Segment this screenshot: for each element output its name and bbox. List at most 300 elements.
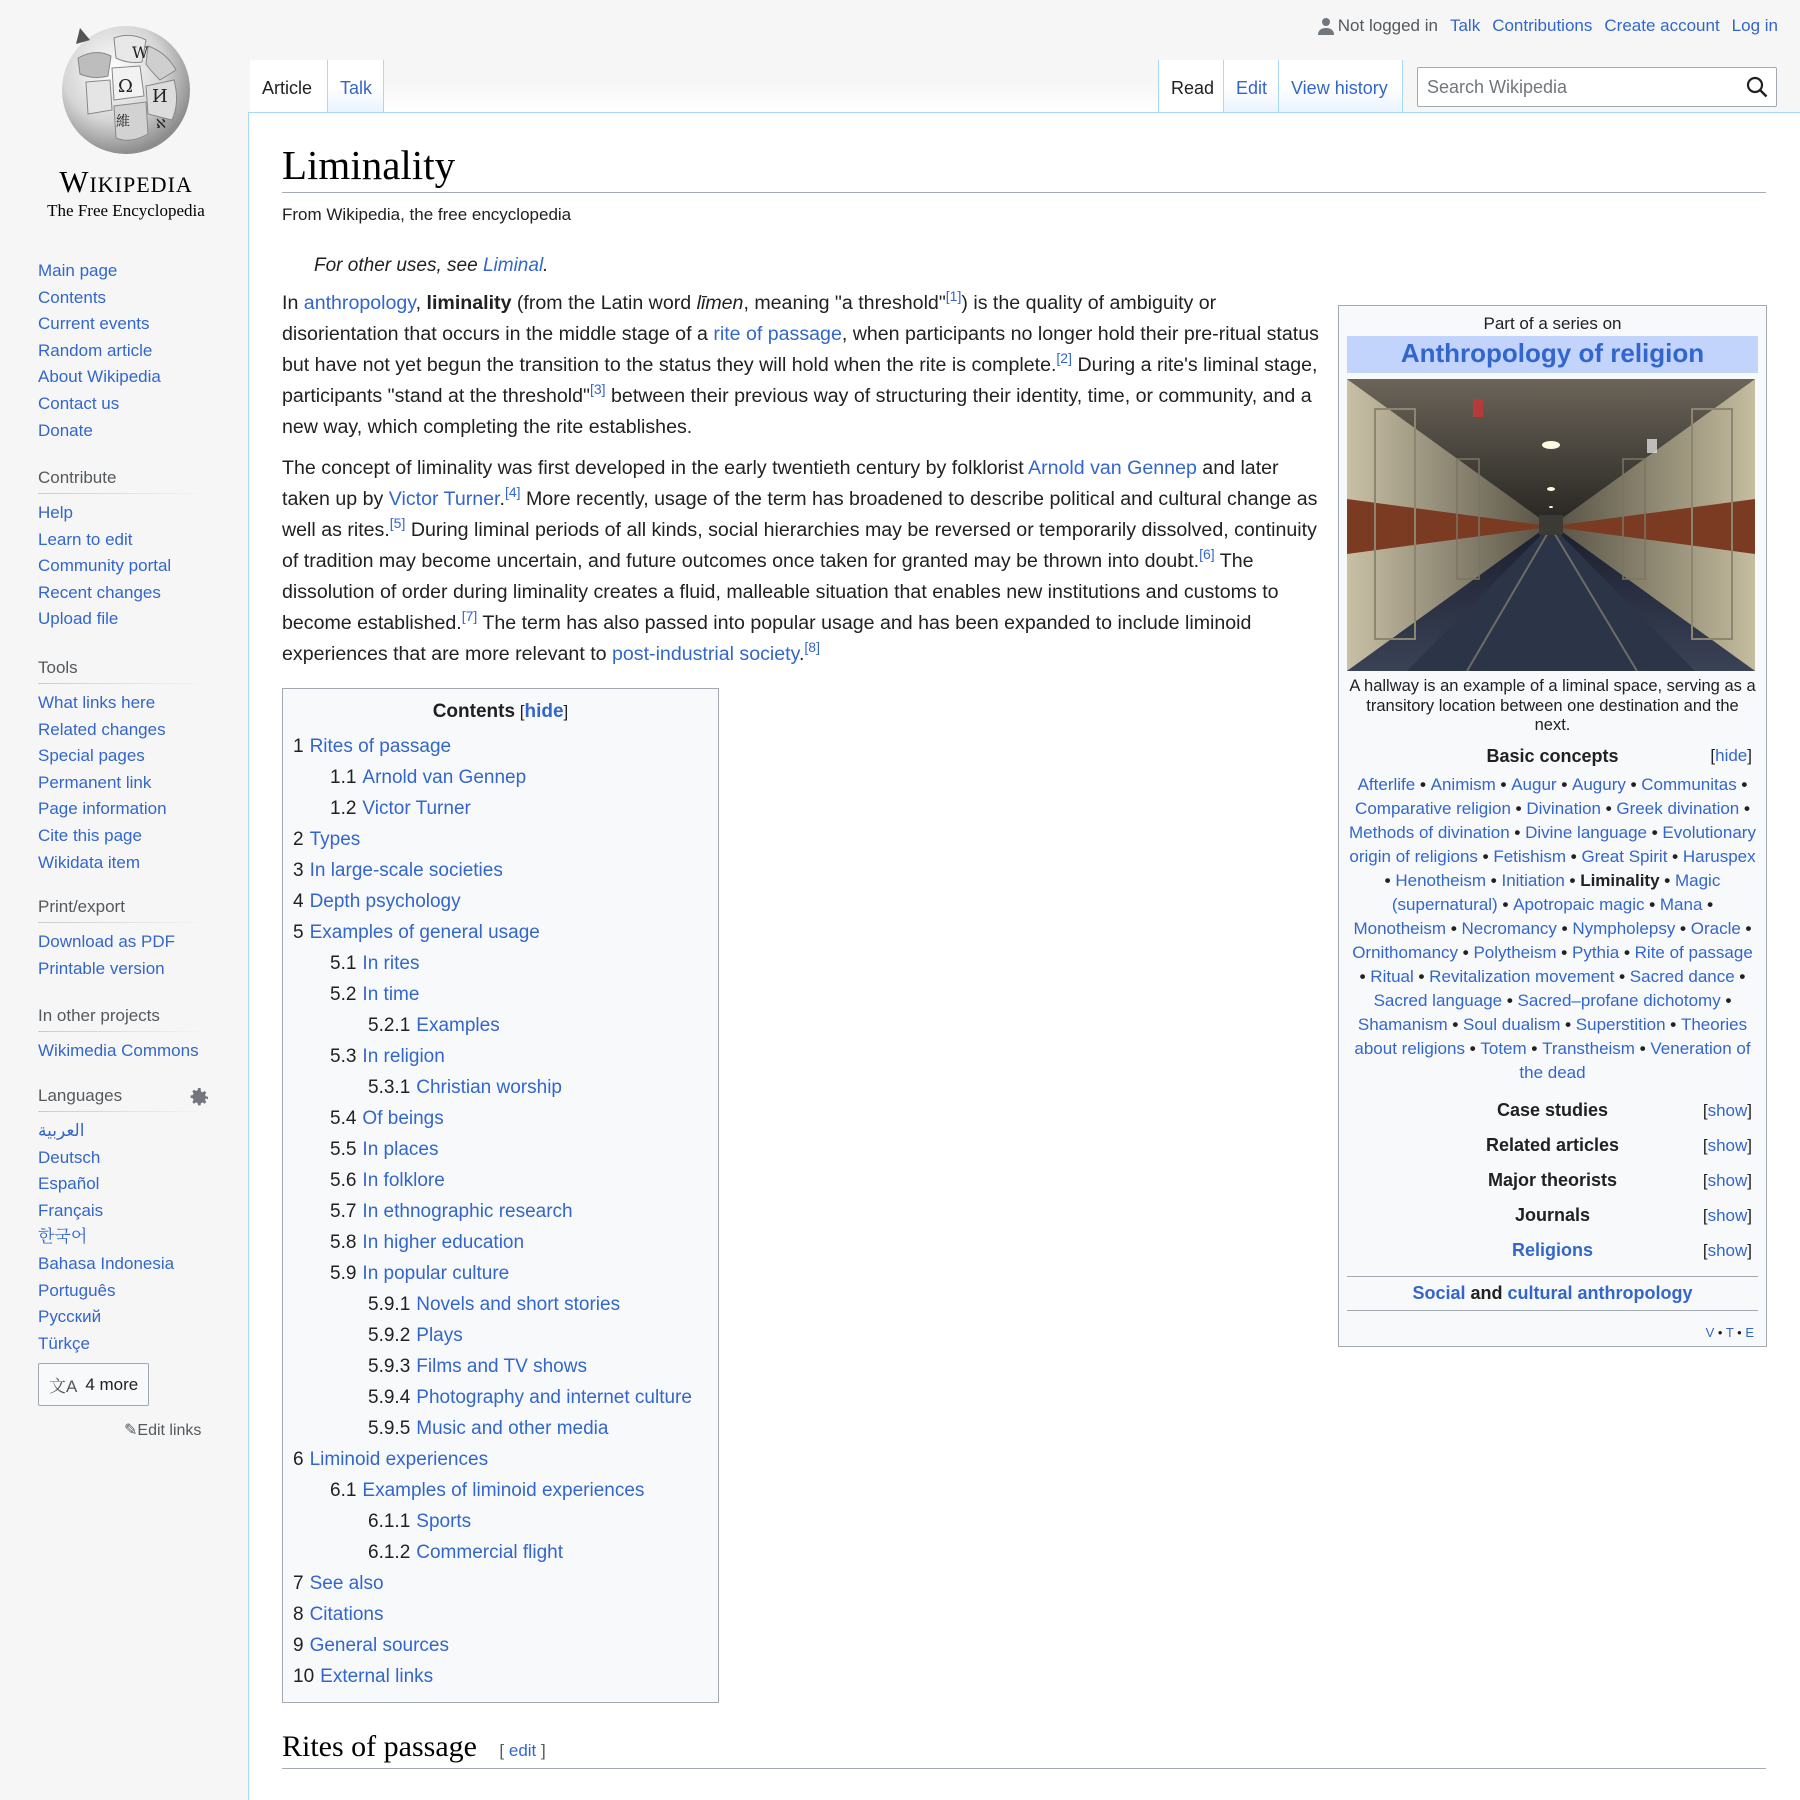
- tab-read[interactable]: Read: [1158, 60, 1224, 113]
- concept-link[interactable]: Pythia: [1571, 942, 1620, 962]
- reference-4[interactable]: [4]: [504, 484, 521, 500]
- toc-link[interactable]: [293, 829, 360, 850]
- footer-and: and: [1465, 1282, 1508, 1303]
- toggle-word: show: [1707, 1205, 1748, 1225]
- toc-number: 6.1.2: [368, 1542, 411, 1563]
- toc-text: Rites of passage: [309, 736, 452, 757]
- image-caption: A hallway is an example of a liminal space, serving as a transitory location between one destination and the next.: [1349, 677, 1756, 734]
- concept-link[interactable]: Fetishism: [1493, 846, 1567, 866]
- toc-text: In rites: [362, 953, 420, 974]
- toc-number: 6.1.1: [368, 1511, 411, 1532]
- sidebar-item-main-page[interactable]: Main page: [38, 261, 118, 280]
- sidebar-item-contents[interactable]: Contents: [38, 287, 107, 307]
- concept-link[interactable]: Necromancy: [1461, 918, 1557, 938]
- print-export-menu: [38, 897, 210, 982]
- collapsed-section-title[interactable]: Religions: [1511, 1239, 1593, 1260]
- toc-link[interactable]: [330, 767, 526, 788]
- personal-tools: [1318, 16, 1778, 36]
- toc-text: Liminoid experiences: [309, 1449, 489, 1470]
- separator-dot: •: [1509, 822, 1526, 842]
- toc-link[interactable]: [293, 1604, 384, 1625]
- text: and later taken up by: [282, 457, 1279, 510]
- toc-item: [293, 1382, 708, 1413]
- toc-text: Examples: [416, 1015, 500, 1036]
- toc-link[interactable]: [368, 1325, 463, 1346]
- gear-icon[interactable]: [190, 1088, 210, 1108]
- concept-link[interactable]: Augur: [1511, 774, 1557, 794]
- edit-template-link[interactable]: E: [1745, 1324, 1754, 1340]
- toc-link[interactable]: [293, 922, 540, 943]
- show-toggle[interactable]: [1703, 1233, 1752, 1268]
- toc-list: [293, 731, 708, 1692]
- concept-link[interactable]: Totem: [1480, 1038, 1527, 1058]
- text: The concept of liminality was first developed in the early twentieth century by folklorist: [282, 457, 1029, 479]
- svg-text:維: 維: [116, 114, 130, 130]
- more-languages-label: 4 more: [85, 1374, 139, 1394]
- concept-link[interactable]: Oracle: [1690, 918, 1741, 938]
- talk-template-link[interactable]: T: [1725, 1324, 1734, 1340]
- sidebar-item-printable-version[interactable]: Printable version: [38, 958, 165, 978]
- show-toggle[interactable]: [1703, 1128, 1752, 1163]
- language-link-russian[interactable]: Русский: [38, 1307, 102, 1327]
- edit-links-link[interactable]: [124, 1420, 201, 1440]
- toc-number: 5.2.1: [368, 1015, 411, 1036]
- toc-number: 5.8: [330, 1232, 357, 1253]
- more-languages-button[interactable]: [38, 1363, 149, 1406]
- toc-text: See also: [309, 1573, 384, 1594]
- intro-paragraph-1: [282, 288, 1322, 443]
- separator-dot: •: [1446, 918, 1462, 938]
- text: The term has also passed into popular usage and has been expanded to include liminoid experiences that are more relevant to: [282, 612, 1252, 665]
- toc-item: [293, 1320, 708, 1351]
- toc-link[interactable]: [368, 1015, 500, 1036]
- toc-text: In folklore: [362, 1170, 445, 1191]
- concept-link[interactable]: Afterlife: [1357, 774, 1416, 794]
- sidebar-item-contact[interactable]: Contact us: [38, 393, 120, 413]
- concept-link[interactable]: Ornithomancy: [1352, 942, 1459, 962]
- concept-link[interactable]: Comparative religion: [1355, 798, 1511, 818]
- sidebar-item-wikimedia-commons[interactable]: Wikimedia Commons: [38, 1041, 199, 1060]
- toc-link[interactable]: [330, 1046, 445, 1067]
- toc-link[interactable]: [368, 1294, 620, 1315]
- bracket: [: [1702, 1205, 1708, 1225]
- svg-text:ℵ: ℵ: [156, 117, 166, 132]
- toc-text: In popular culture: [362, 1263, 510, 1284]
- section-edit: [499, 1741, 545, 1760]
- toc-link[interactable]: [330, 1139, 438, 1160]
- sidebar-item-random-article[interactable]: Random article: [38, 340, 153, 360]
- toc-text: Citations: [309, 1604, 384, 1625]
- toc-link[interactable]: [330, 1480, 644, 1501]
- toc-number: 10: [293, 1666, 315, 1687]
- tab-edit[interactable]: Edit: [1224, 60, 1279, 113]
- toc-hide-toggle[interactable]: hide: [524, 701, 564, 722]
- sidebar-item-learn-to-edit[interactable]: Learn to edit: [38, 529, 133, 549]
- concept-link[interactable]: Animism: [1430, 774, 1496, 794]
- concept-link[interactable]: Revitalization movement: [1429, 966, 1615, 986]
- toc-number: 2: [293, 829, 304, 850]
- toc-item: [293, 1599, 708, 1630]
- sidebar-item-community-portal[interactable]: Community portal: [38, 556, 172, 576]
- toc-item: [293, 979, 708, 1010]
- wikipedia-logo[interactable]: [28, 18, 224, 218]
- link-rite-of-passage[interactable]: rite of passage: [713, 323, 842, 345]
- link-anthropology[interactable]: anthropology: [303, 292, 416, 314]
- separator-dot: •: [1560, 1014, 1576, 1034]
- concept-link[interactable]: Rite of passage: [1634, 942, 1753, 962]
- sidebar-item-help[interactable]: Help: [38, 503, 73, 522]
- log-in-link[interactable]: Log in: [1731, 16, 1778, 35]
- link-post-industrial-society[interactable]: post-industrial society: [612, 643, 799, 665]
- toggle-text: [1703, 1101, 1752, 1120]
- text: During liminal periods of all kinds, social hierarchies may be reversed or temporarily dissolved, continuity of tradition may become uncertain, and future outcomes once taken for granted may be thrown into doubt.: [282, 519, 1317, 572]
- toc-number: 7: [293, 1573, 304, 1594]
- separator-dot: •: [1510, 798, 1527, 818]
- svg-text:Ω: Ω: [118, 76, 133, 97]
- toc-text: Examples of liminoid experiences: [362, 1480, 645, 1501]
- concept-link[interactable]: Divine language: [1525, 822, 1647, 842]
- basic-concepts-hide-toggle[interactable]: [1710, 746, 1752, 766]
- tab-bar-filler: [384, 60, 1158, 113]
- toc-item: [293, 1258, 708, 1289]
- text: ,: [415, 292, 427, 314]
- show-toggle[interactable]: [1703, 1163, 1752, 1198]
- language-link-korean[interactable]: 한국어: [38, 1227, 88, 1247]
- show-toggle[interactable]: [1703, 1198, 1752, 1233]
- concept-link[interactable]: Ritual: [1370, 966, 1414, 986]
- bracket: ]: [536, 1741, 546, 1760]
- bracket: [: [1702, 1100, 1708, 1120]
- show-toggle[interactable]: [1703, 1093, 1752, 1128]
- basic-concepts-heading: Basic concepts: [1486, 745, 1619, 766]
- concept-link[interactable]: Apotropaic magic: [1513, 894, 1645, 914]
- toc-item: [293, 1103, 708, 1134]
- concept-link[interactable]: Magic (supernatural): [1391, 870, 1721, 914]
- latin-word: līmen: [696, 292, 744, 314]
- series-pretitle: Part of a series on: [1483, 314, 1622, 333]
- sidebar-item-cite-this-page[interactable]: Cite this page: [38, 825, 142, 845]
- text: The dissolution of order during liminality creates a fluid, malleable situation that enables new institutions and customs to become established.: [282, 550, 1279, 634]
- concept-link[interactable]: Sacred language: [1373, 990, 1503, 1010]
- bracket: [: [1710, 745, 1716, 765]
- toc-text: Examples of general usage: [309, 922, 540, 943]
- bracket: ]: [1747, 1240, 1752, 1260]
- separator-dot: •: [1566, 846, 1582, 866]
- separator-dot: •: [1619, 942, 1635, 962]
- sidebar-item-upload-file[interactable]: Upload file: [38, 609, 119, 629]
- toc-number: 1: [293, 736, 304, 757]
- svg-text:W: W: [132, 43, 149, 62]
- dot: •: [1733, 1324, 1746, 1340]
- toc-number: 5: [293, 922, 304, 943]
- bracket: [: [1702, 1240, 1708, 1260]
- toc-item: [293, 1072, 708, 1103]
- toc-text: Films and TV shows: [416, 1356, 587, 1377]
- toc-link[interactable]: [293, 1449, 488, 1470]
- tools-menu: [38, 658, 210, 876]
- contribute-heading: Contribute: [38, 468, 210, 494]
- separator-dot: •: [1486, 870, 1502, 890]
- toc-link[interactable]: [293, 736, 451, 757]
- section-edit-link[interactable]: edit: [508, 1741, 537, 1760]
- language-link-german[interactable]: Deutsch: [38, 1147, 101, 1167]
- language-link-french[interactable]: Français: [38, 1200, 104, 1220]
- concept-link[interactable]: Nympholepsy: [1572, 918, 1676, 938]
- toggle-text: [1703, 1136, 1752, 1155]
- toggle-text: [1703, 1206, 1752, 1225]
- concept-link[interactable]: Sacred dance: [1629, 966, 1735, 986]
- concept-link[interactable]: Transtheism: [1542, 1038, 1635, 1058]
- not-logged-in: [1318, 16, 1438, 36]
- separator-dot: •: [1359, 966, 1371, 986]
- concept-link[interactable]: Communitas: [1641, 774, 1737, 794]
- toc-link[interactable]: [368, 1077, 562, 1098]
- toc-item: [293, 1134, 708, 1165]
- tab-view-history[interactable]: View history: [1279, 60, 1403, 113]
- edit-links-label: Edit links: [137, 1422, 202, 1439]
- toc-item: [293, 948, 708, 979]
- toc-link[interactable]: [330, 798, 471, 819]
- series-sidebar: [1338, 305, 1767, 1347]
- other-projects-menu: [38, 1006, 210, 1065]
- concept-link[interactable]: Augury: [1572, 774, 1626, 794]
- concept-link[interactable]: Theories about religions: [1354, 1014, 1748, 1058]
- separator-dot: •: [1665, 1014, 1681, 1034]
- concept-link[interactable]: Shamanism: [1357, 1014, 1448, 1034]
- toc-number: 5.1: [330, 953, 357, 974]
- user-talk-link[interactable]: Talk: [1449, 16, 1481, 35]
- sidebar-item-page-information[interactable]: Page information: [38, 799, 167, 819]
- social-link[interactable]: Social: [1412, 1282, 1466, 1303]
- toc-link[interactable]: [330, 1108, 444, 1129]
- concept-link[interactable]: Divination: [1526, 798, 1602, 818]
- text: .: [798, 643, 805, 665]
- toc-link[interactable]: [368, 1387, 692, 1408]
- sidebar-item-permanent-link[interactable]: Permanent link: [38, 772, 152, 792]
- series-title-link[interactable]: Anthropology of religion: [1347, 336, 1758, 373]
- toc-text: General sources: [309, 1635, 449, 1656]
- toc-item: [293, 1227, 708, 1258]
- separator-dot: •: [1413, 966, 1430, 986]
- toc-item: [293, 1630, 708, 1661]
- concept-link[interactable]: Soul dualism: [1463, 1014, 1561, 1034]
- concept-link[interactable]: Veneration of the dead: [1519, 1038, 1751, 1082]
- concept-link[interactable]: Initiation: [1501, 870, 1565, 890]
- toc-number: 5.9: [330, 1263, 357, 1284]
- reference-6[interactable]: [6]: [1199, 546, 1215, 562]
- concept-link[interactable]: Sacred–profane dichotomy: [1517, 990, 1721, 1010]
- toc-number: 5.9.4: [368, 1387, 411, 1408]
- language-link-spanish[interactable]: Español: [38, 1174, 100, 1194]
- toc-link[interactable]: [293, 1666, 433, 1687]
- reference-8[interactable]: [8]: [804, 639, 820, 655]
- toc-link[interactable]: [368, 1356, 587, 1377]
- toc-text: In higher education: [362, 1232, 525, 1253]
- sidebar: [0, 0, 248, 1800]
- toc-item: [293, 1165, 708, 1196]
- separator-dot: •: [1634, 1038, 1651, 1058]
- toc-item: [293, 1537, 708, 1568]
- sidebar-item-current-events[interactable]: Current events: [38, 314, 150, 334]
- sidebar-item-what-links-here[interactable]: What links here: [38, 693, 156, 712]
- toc-link[interactable]: [330, 1232, 524, 1253]
- collapsed-section: [1347, 1233, 1758, 1268]
- toc-number: 5.2: [330, 984, 357, 1005]
- tab-article[interactable]: Article: [250, 60, 328, 113]
- dot: •: [1714, 1324, 1726, 1340]
- toc-link[interactable]: [368, 1511, 471, 1532]
- tools-heading: Tools: [38, 658, 210, 684]
- link-arnold-van-gennep[interactable]: Arnold van Gennep: [1028, 457, 1197, 479]
- toc-item: [293, 1413, 708, 1444]
- toc-link[interactable]: [330, 1263, 509, 1284]
- toc-text: In religion: [362, 1046, 445, 1067]
- toc-number: 5.9.1: [368, 1294, 411, 1315]
- toc-item: [293, 1010, 708, 1041]
- text: More recently, usage of the term has broadened to describe political and cultural change as well as rites.: [282, 488, 1318, 541]
- tab-talk[interactable]: Talk: [328, 60, 384, 113]
- language-link-arabic[interactable]: العربية: [38, 1121, 85, 1140]
- toc-link[interactable]: [293, 1635, 449, 1656]
- separator-dot: •: [1659, 870, 1675, 890]
- separator-dot: •: [1702, 894, 1714, 914]
- cultural-anthropology-link[interactable]: cultural anthropology: [1507, 1282, 1693, 1303]
- toc-item: [293, 917, 708, 948]
- concept-link[interactable]: Great Spirit: [1581, 846, 1668, 866]
- bracket: ]: [1747, 1170, 1752, 1190]
- toc-item: [293, 1568, 708, 1599]
- toc-link[interactable]: [293, 1573, 384, 1594]
- sidebar-item-donate[interactable]: Donate: [38, 420, 93, 440]
- toggle-word: show: [1707, 1240, 1748, 1260]
- toc-text: Novels and short stories: [416, 1294, 621, 1315]
- hatnote-text: For other uses, see: [314, 255, 483, 276]
- toc-number: 8: [293, 1604, 304, 1625]
- wordmark: Wikipedia: [59, 164, 193, 199]
- translate-icon: 文A: [49, 1377, 78, 1397]
- separator-dot: •: [1526, 1038, 1543, 1058]
- toc-link[interactable]: [368, 1418, 608, 1439]
- concept-link[interactable]: Evolutionary origin of religions: [1349, 822, 1756, 866]
- bold-term: liminality: [426, 292, 512, 314]
- toggle-word: show: [1707, 1135, 1748, 1155]
- bracket: ]: [1747, 745, 1752, 765]
- separator-dot: •: [1736, 774, 1748, 794]
- svg-text:И: И: [152, 86, 168, 107]
- search-box: [1417, 67, 1777, 107]
- concept-link[interactable]: Polytheism: [1473, 942, 1557, 962]
- languages-heading: [38, 1086, 210, 1112]
- view-template-link[interactable]: V: [1705, 1324, 1715, 1340]
- toc-link[interactable]: [330, 984, 419, 1005]
- bracket: [: [1702, 1135, 1708, 1155]
- toc-link[interactable]: [330, 1201, 573, 1222]
- text: between their previous way of structuring their identity, time, or community, and a new way, which completing the rite establishes.: [282, 385, 1312, 438]
- concept-link[interactable]: Methods of divination: [1349, 822, 1510, 842]
- language-link-indonesian[interactable]: Bahasa Indonesia: [38, 1253, 175, 1273]
- separator-dot: •: [1556, 942, 1572, 962]
- collapsed-section-title: Major theorists: [1487, 1169, 1618, 1190]
- toc-number: 5.7: [330, 1201, 357, 1222]
- toc-number: 5.3: [330, 1046, 357, 1067]
- reference-5[interactable]: [5]: [389, 515, 406, 531]
- reference-1[interactable]: [1]: [945, 288, 962, 304]
- toc-text: Plays: [416, 1325, 463, 1346]
- concept-link[interactable]: Mana: [1659, 894, 1703, 914]
- reference-3[interactable]: [3]: [590, 381, 606, 397]
- toc-link[interactable]: [368, 1542, 563, 1563]
- toc-link[interactable]: [293, 860, 503, 881]
- search-input[interactable]: [1418, 68, 1728, 106]
- section-heading-text: Rites of passage: [282, 1730, 477, 1763]
- sidebar-item-related-changes[interactable]: Related changes: [38, 719, 166, 739]
- separator-dot: •: [1458, 942, 1474, 962]
- toc-item: [293, 1351, 708, 1382]
- toc-text: Sports: [416, 1511, 472, 1532]
- sidebar-item-special-pages[interactable]: Special pages: [38, 746, 145, 766]
- toc-text: Commercial flight: [416, 1542, 564, 1563]
- toc-item: [293, 1661, 708, 1692]
- reference-2[interactable]: [2]: [1056, 350, 1072, 366]
- concept-link[interactable]: Superstition: [1575, 1014, 1666, 1034]
- text: ) is the quality of ambiguity or disorientation that occurs in the middle stage of a: [282, 292, 1217, 345]
- concept-link[interactable]: Haruspex: [1682, 846, 1756, 866]
- hatnote-link[interactable]: Liminal: [482, 255, 544, 276]
- collapsed-section: [1347, 1198, 1758, 1233]
- language-link-turkish[interactable]: Türkçe: [38, 1333, 90, 1353]
- concept-link[interactable]: Henotheism: [1395, 870, 1487, 890]
- collapsed-section-title: Case studies: [1496, 1099, 1609, 1120]
- sidebar-item-wikidata-item[interactable]: Wikidata item: [38, 852, 141, 872]
- separator-dot: •: [1564, 870, 1581, 890]
- toc-item: [293, 793, 708, 824]
- vte-links: [1347, 1325, 1758, 1340]
- language-link-portuguese[interactable]: Português: [38, 1280, 116, 1300]
- toc-title: [293, 701, 708, 723]
- toggle-text: [1710, 746, 1752, 765]
- collapsed-section: [1347, 1163, 1758, 1198]
- sidebar-item-about[interactable]: About Wikipedia: [38, 367, 161, 387]
- hallway-image[interactable]: [1347, 379, 1755, 671]
- toc-link[interactable]: [330, 1170, 445, 1191]
- contributions-link[interactable]: Contributions: [1492, 16, 1593, 35]
- collapsed-section: [1347, 1093, 1758, 1128]
- link-victor-turner[interactable]: Victor Turner: [388, 488, 500, 510]
- concept-link[interactable]: Monotheism: [1353, 918, 1447, 938]
- sidebar-item-recent-changes[interactable]: Recent changes: [38, 582, 161, 602]
- bracket: [: [515, 702, 525, 721]
- toc-link[interactable]: [330, 953, 419, 974]
- bracket: ]: [1747, 1100, 1752, 1120]
- toc-link[interactable]: [293, 891, 461, 912]
- text: During a rite's liminal stage, participants "stand at the threshold": [282, 354, 1318, 407]
- search-icon[interactable]: [1746, 76, 1768, 98]
- text: .: [499, 488, 505, 510]
- user-icon: [1318, 17, 1334, 35]
- reference-7[interactable]: [7]: [461, 608, 478, 624]
- text: , meaning "a threshold": [743, 292, 946, 314]
- collapsed-section-title: Related articles: [1485, 1134, 1620, 1155]
- create-account-link[interactable]: Create account: [1604, 16, 1720, 35]
- languages-heading-label: Languages: [38, 1086, 123, 1105]
- toc-item: [293, 824, 708, 855]
- concept-link[interactable]: Greek divination: [1616, 798, 1740, 818]
- sidebar-item-download-pdf[interactable]: Download as PDF: [38, 932, 176, 951]
- toc-title-label: Contents: [432, 701, 516, 722]
- collapsed-sections: [1347, 1093, 1758, 1268]
- toc-number: 1.2: [330, 798, 357, 819]
- separator-dot: •: [1625, 774, 1642, 794]
